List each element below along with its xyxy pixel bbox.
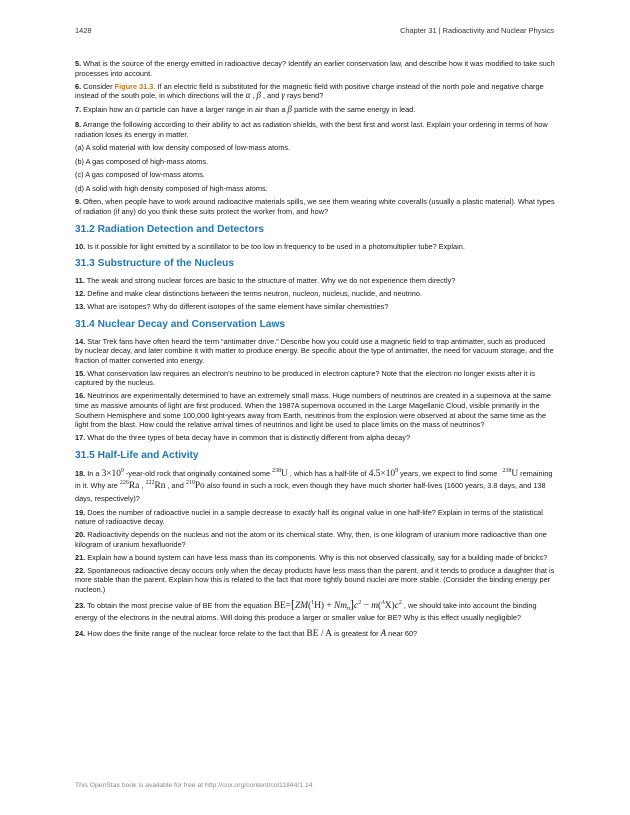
question-8: 8. Arrange the following according to their ability to act as radiation shields, with the best first and worst last. Explain your ordering in terms of how radiation loses its energy in matter. (75, 120, 548, 139)
option-c: (c) A gas composed of low-mass atoms. (75, 170, 205, 180)
question-13: 13. What are isotopes? Why do different isotopes of the same element have similar chemistries? (75, 302, 389, 312)
page-content (75, 59, 555, 643)
chapter-title: Chapter 31 | Radioactivity and Nuclear Physics (400, 26, 554, 35)
question-5: 5. What is the source of the energy emitted in radioactive decay? Identify an earlier conservation law, and describe how it was modified to take such processes into account. (75, 59, 555, 78)
question-11: 11. The weak and strong nuclear forces are basic to the structure of matter. Why we do not experience them directly? (75, 276, 456, 286)
option-b: (b) A gas composed of high-mass atoms. (75, 156, 209, 166)
math-radon: $^{222}$Rn (145, 480, 166, 492)
question-15: 15. What conservation law requires an electron’s neutrino to be produced in electron capture? Note that the electron no longer exists after it is captured by the nucleus. (75, 368, 535, 388)
section-heading-31-5: 31.5 Half-Life and Activity (75, 449, 199, 461)
question-12: 12. Define and make clear distinctions between the terms neutron, nucleon, nucleus, nuclide, and neutrino. (75, 289, 423, 299)
math-radium: $^{226}$Ra (119, 480, 140, 492)
figure-link[interactable]: Figure 31.3 (114, 81, 154, 91)
page-number: 1428 (75, 26, 92, 35)
question-18: 18. In a $3\times 10^9$ -year-old rock that originally contained some $^{238}$U , which has a half-life of $4.5\times 10^9$ years, we expect to find some $^{238}$U remaining in it. Why are $^{226}$Ra , $^{222}$Rn , and $^{210}$Po also found in such a rock, even though they have much shorter half-lives (1600 years, 3.8 days, and 138 days, respectively)? (75, 467, 553, 503)
option-a: (a) A solid material with low density composed of low-mass atoms. (75, 142, 291, 152)
option-d: (d) A solid with high density composed of high-mass atoms. (75, 183, 268, 193)
math-a: A (380, 628, 387, 639)
question-16: 16. Neutrinos are experimentally determined to have an extremely small mass. Huge numbers of neutrinos are created in a supernova at the same time as massive amounts of light are first produced. When the 1987A supernova occurred in the Large Magellanic Cloud, visible primarily in the Southern Hemisphere and some 100,000 light-years away from Earth, neutrinos from the explosion were observed at about the same time as the light from the blast. How could the relative arrival times of neutrinos and light be used to place limits on the mass of neutrinos? (75, 391, 551, 430)
question-21: 21. Explain how a bound system can have less mass than its components. Why is this not observed classically, say for a building made of bricks? (75, 552, 548, 562)
question-19: 19. Does the number of radioactive nuclei in a sample decrease to exactly half its original value in one half-life? Explain in terms of the statistical nature of radioactive decay. (75, 507, 543, 527)
question-6: 6. Consider Figure 31.3. If an electric field is substituted for the magnetic field with positive charge instead of the north pole and negative charge instead of the south pole, in which directions will the α , β , and γ rays bend? (75, 81, 544, 101)
question-17: 17. What do the three types of beta decay have in common that is distinctly different from alpha decay? (75, 433, 411, 443)
question-7: 7. Explain how an α particle can have a larger range in air than a β particle with the same energy in lead. (75, 103, 416, 114)
question-20: 20. Radioactivity depends on the nucleus and not the atom or its chemical state. Why, then, is one kilogram of uranium more radioactive than one kilogram of uranium hexafluoride? (75, 530, 547, 549)
binding-energy-equation: $BE=[ZM(^1H) + Nm_n]c^2 - m(^AX)c^2$ (273, 596, 402, 612)
page-header (75, 26, 554, 38)
question-14: 14. Star Trek fans have often heard the term “antimatter drive.” Describe how you could use a magnetic field to trap antimatter, such as produced by nuclear decay, and later combine it with matter to produce energy. Be specific about the type of antimatter, the need for vacuum storage, and the fraction of matter converted into energy. (75, 336, 554, 365)
page-footer: This OpenStax book is available for free at http://cnx.org/content/col11844/1.14 (75, 782, 313, 789)
section-heading-31-3: 31.3 Substructure of the Nucleus (75, 258, 235, 270)
gamma-symbol: γ (281, 90, 285, 101)
question-9: 9. Often, when people have to work around radioactive materials spills, we see them wearing white coveralls (usually a plastic material). What types of radiation (if any) do you think these suits protect the worker from, and how? (75, 197, 555, 216)
question-23: 23. To obtain the most precise value of BE from the equation $BE=[ZM(^1H) + Nm_n]c^2 - m(^AX)c^2$ , we should take into account the binding energy of the electrons in the neutral atoms. Will doing this produce a larger or smaller value for BE? Why is this effect usually negligible? (75, 596, 537, 623)
math-uranium-2: $^{238}$U (502, 467, 519, 479)
section-heading-31-4: 31.4 Nuclear Decay and Conservation Laws (75, 318, 286, 330)
section-heading-31-2: 31.2 Radiation Detection and Detectors (75, 223, 265, 235)
question-10: 10. Is it possible for light emitted by a scintillator to be too low in frequency to be used in a photomultiplier tube? Explain. (75, 241, 465, 251)
beta-symbol: β (256, 90, 261, 101)
question-22: 22. Spontaneous radioactive decay occurs only when the decay products have less mass than the parent, and it tends to produce a daughter that is more stable than the parent. Explain how this is related to the fact that more tightly bound nuclei are more stable. (Consider the binding energy per nucleon.) (75, 565, 555, 594)
math-uranium: $^{238}$U (272, 467, 288, 479)
math-polonium: $^{210}$Po (185, 480, 205, 492)
math-half-life: $4.5\times 10^9$ (368, 467, 399, 479)
math-age: $3\times 10^9$ (101, 467, 124, 479)
math-be-per-a: BE / A (306, 629, 333, 640)
question-24: 24. How does the finite range of the nuclear force relate to the fact that BE / A is greatest for A near 60? (75, 628, 418, 640)
alpha-symbol: α (245, 90, 251, 101)
